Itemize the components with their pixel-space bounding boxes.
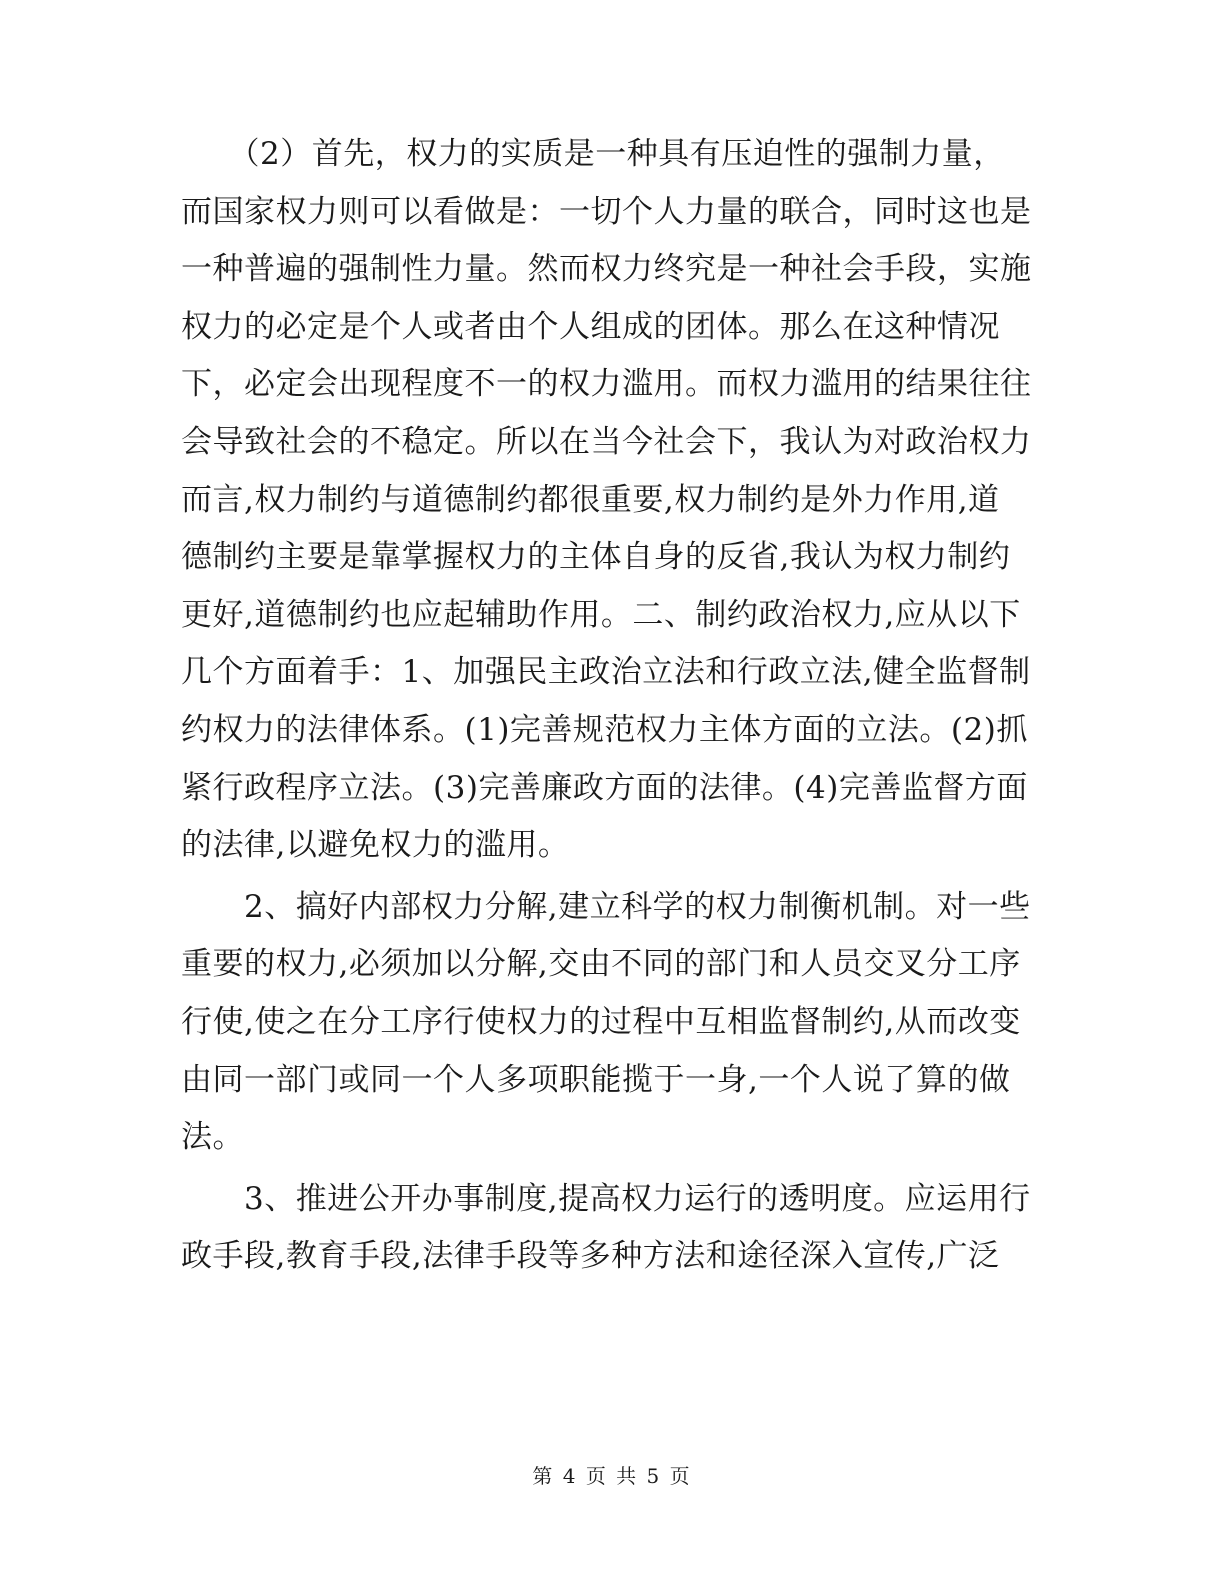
- paragraph-2: [181, 879, 1033, 1167]
- text-line: 3、推进公开办事制度,提高权力运行的透明度。应运用行: [181, 1180, 1031, 1217]
- text-line: 重要的权力,必须加以分解,交由不同的部门和人员交叉分工序: [181, 946, 1021, 983]
- text-line: 权力的必定是个人或者由个人组成的团体。那么在这种情况: [181, 308, 1000, 345]
- page-number-footer: 第 4 页 共 5 页: [532, 1464, 692, 1488]
- text-line: 2、搞好内部权力分解,建立科学的权力制衡机制。对一些: [181, 888, 1031, 925]
- text-line: 一种普遍的强制性力量。然而权力终究是一种社会手段，实施: [181, 251, 1032, 288]
- text-line: 政手段,教育手段,法律手段等多种方法和途径深入宣传,广泛: [181, 1238, 1000, 1275]
- text-line: 的法律,以避免权力的滥用。: [181, 827, 570, 864]
- text-line: 会导致社会的不稳定。所以在当今社会下，我认为对政治权力: [181, 423, 1032, 460]
- document-body: [181, 126, 1033, 1286]
- text-line: 行使,使之在分工序行使权力的过程中互相监督制约,从而改变: [181, 1003, 1021, 1040]
- text-line: 而言,权力制约与道德制约都很重要,权力制约是外力作用,道: [181, 481, 1000, 518]
- text-line: 紧行政程序立法。(3)完善廉政方面的法律。(4)完善监督方面: [181, 769, 1028, 806]
- text-line: 几个方面着手：1、加强民主政治立法和行政立法,健全监督制: [181, 654, 1031, 691]
- paragraph-3: [181, 1171, 1033, 1286]
- paragraph-1: [181, 126, 1033, 875]
- text-line: 德制约主要是靠掌握权力的主体自身的反省,我认为权力制约: [181, 539, 1011, 576]
- text-line: 而国家权力则可以看做是：一切个人力量的联合，同时这也是: [181, 193, 1032, 230]
- text-line: 下，必定会出现程度不一的权力滥用。而权力滥用的结果往往: [181, 366, 1032, 403]
- text-line: 由同一部门或同一个人多项职能揽于一身,一个人说了算的做: [181, 1061, 1011, 1098]
- text-line: 约权力的法律体系。(1)完善规范权力主体方面的立法。(2)抓: [181, 711, 1028, 748]
- text-line: （2）首先，权力的实质是一种具有压迫性的强制力量，: [181, 136, 1005, 172]
- text-line: 法。: [181, 1119, 244, 1156]
- text-line: 更好,道德制约也应起辅助作用。二、制约政治权力,应从以下: [181, 596, 1021, 633]
